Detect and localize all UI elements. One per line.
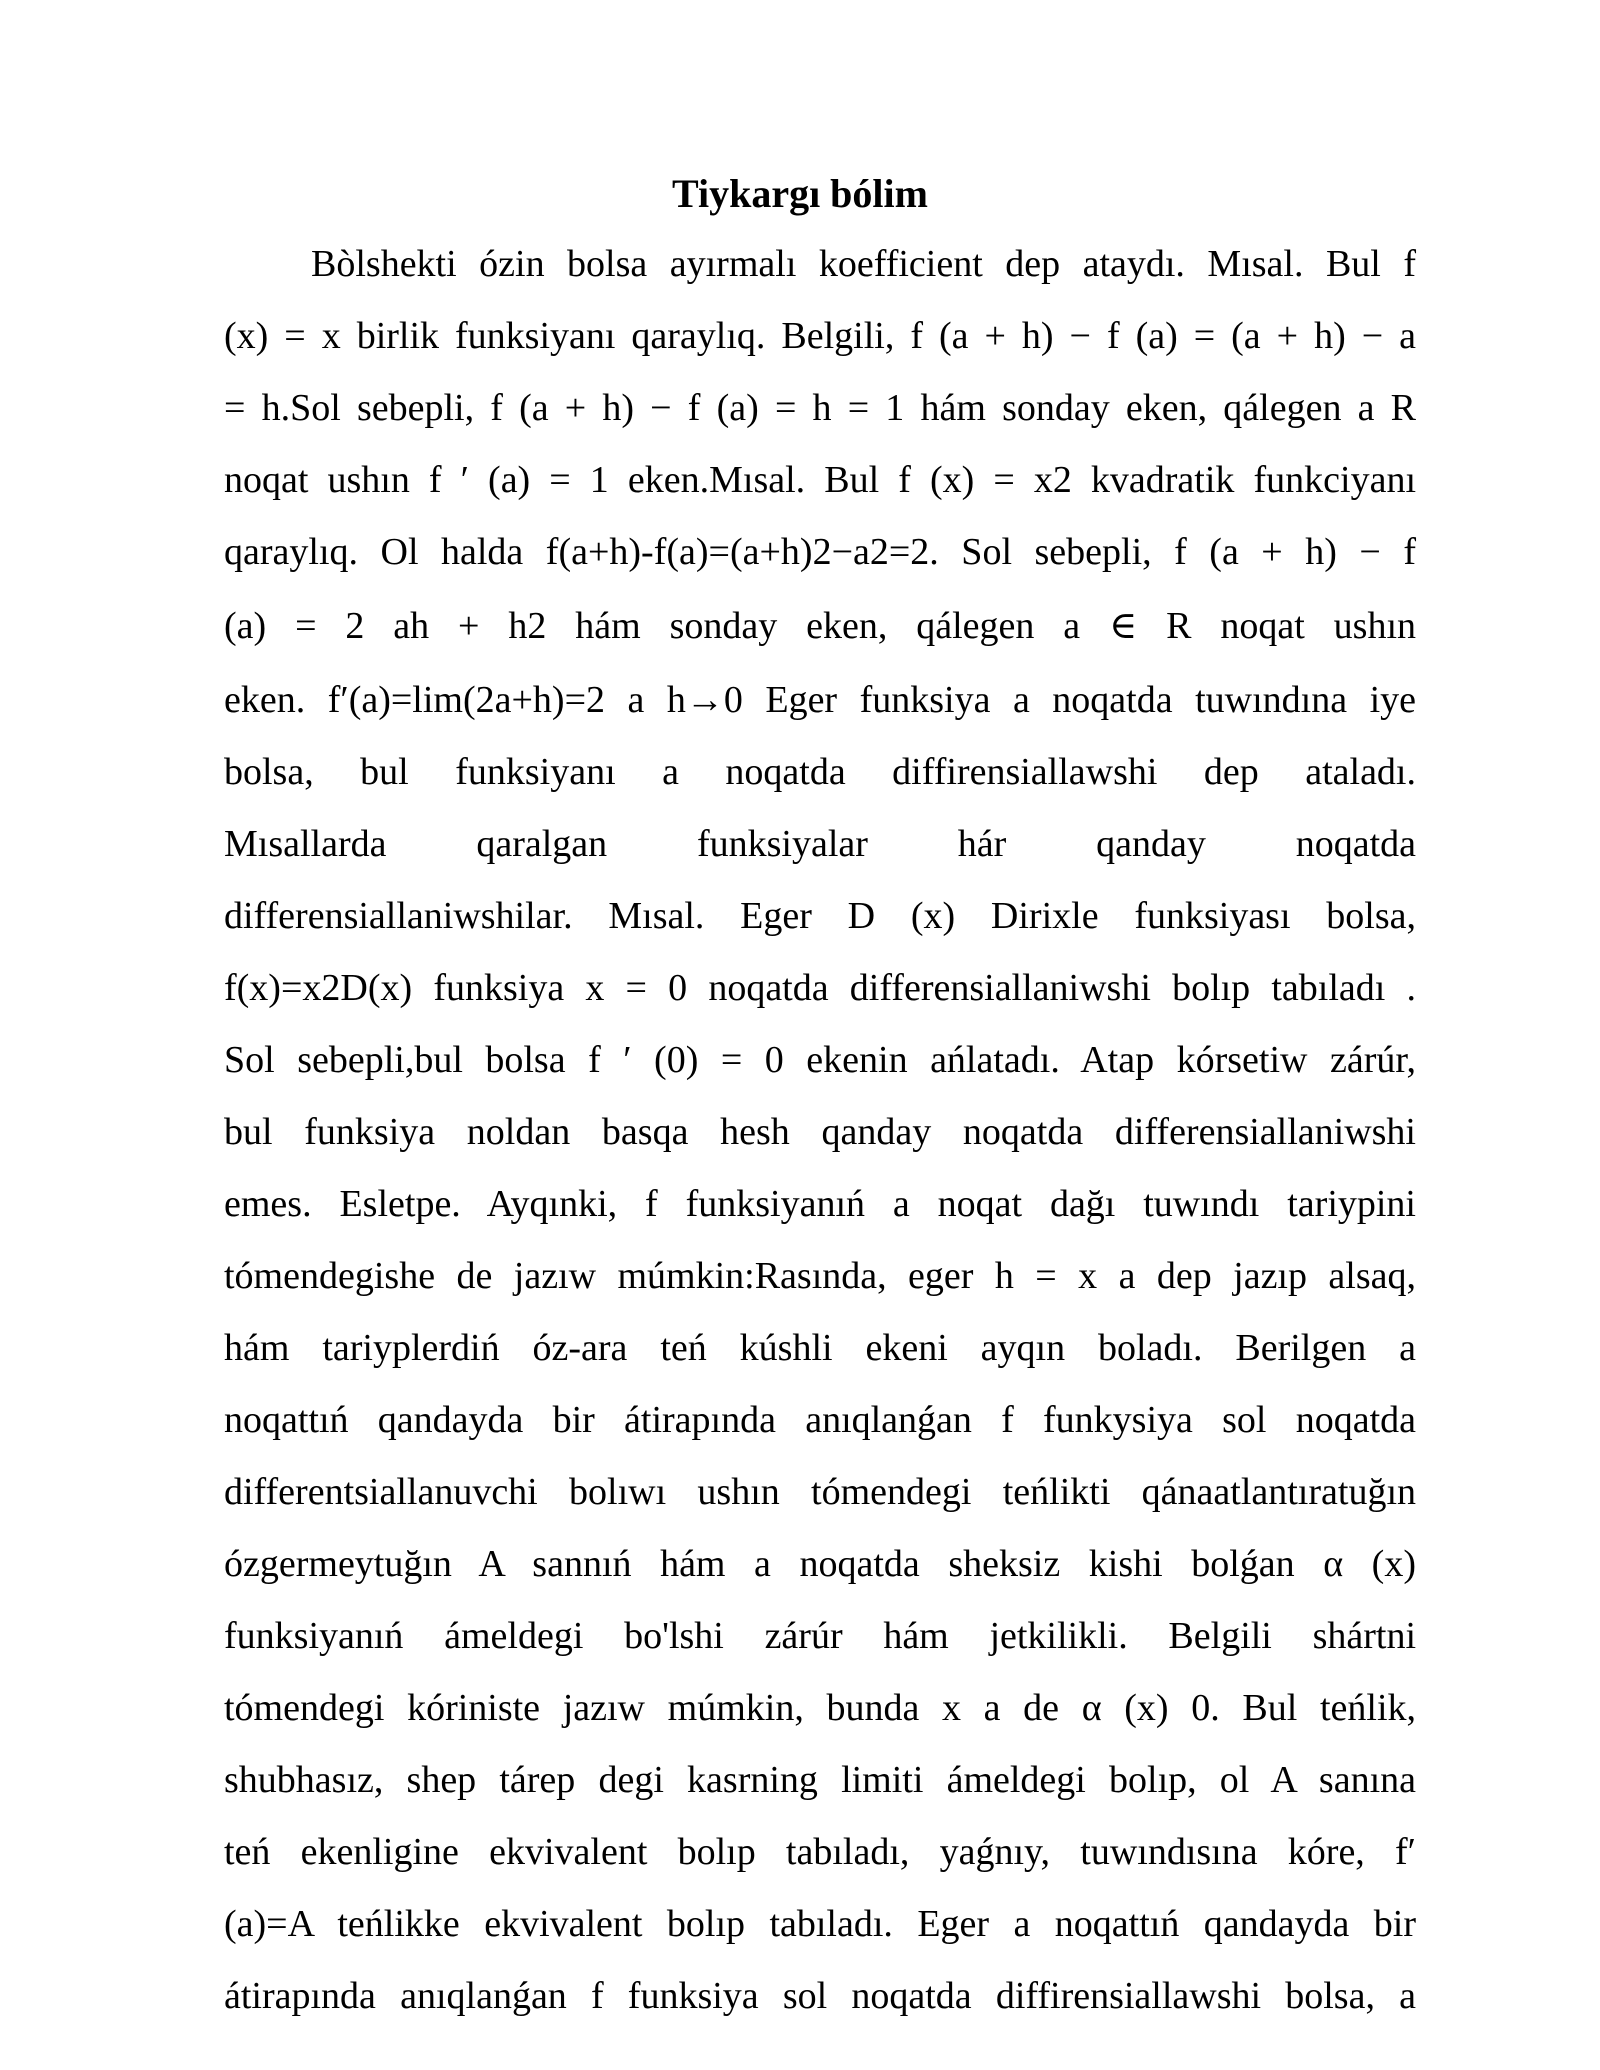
- paragraph-line: bul funksiya noldan basqa hesh qanday noqatda differensiallaniwshi: [224, 1111, 1416, 1153]
- paragraph-line: teń ekenligine ekvivalent bolıp tabıladı, yaǵnıy, tuwındısına kóre, f′: [224, 1831, 1416, 1873]
- paragraph-line: (x) = x birlik funksiyanı qaraylıq. Belgili, f (a + h) − f (a) = (a + h) − a: [224, 315, 1416, 357]
- paragraph-line: ózgermeytuğın A sannıń hám a noqatda sheksiz kishi bolǵan α (x): [224, 1543, 1416, 1585]
- paragraph-line: átirapında anıqlanǵan f funksiya sol noqatda diffirensiallawshi bolsa, a: [224, 1975, 1416, 2017]
- paragraph-line: f(x)=x2D(x) funksiya x = 0 noqatda differensiallaniwshi bolıp tabıladı .: [224, 967, 1416, 1009]
- paragraph-line: (a)=A teńlikke ekvivalent bolıp tabıladı. Eger a noqattıń qandayda bir: [224, 1903, 1416, 1945]
- paragraph-line: Sol sebepli,bul bolsa f ′ (0) = 0 ekenin ańlatadı. Atap kórsetiw zárúr,: [224, 1039, 1416, 1081]
- paragraph-line: differensiallaniwshilar. Mısal. Eger D (x) Dirixle funksiyası bolsa,: [224, 895, 1416, 937]
- paragraph-line: noqattıń qandayda bir átirapında anıqlanǵan f funkysiya sol noqatda: [224, 1399, 1416, 1441]
- paragraph-line: funksiyanıń ámeldegi bo'lshi zárúr hám jetkilikli. Belgili shártni: [224, 1615, 1416, 1657]
- section-title: Tiykargı bólim: [672, 171, 928, 216]
- paragraph-line: bolsa, bul funksiyanı a noqatda diffirensiallawshi dep ataladı.: [224, 751, 1416, 793]
- paragraph-line: (a) = 2 ah + h2 hám sonday eken, qálegen a ∈ R noqat ushın: [224, 605, 1416, 647]
- paragraph-line: hám tariyplerdiń óz-ara teń kúshli ekeni ayqın boladı. Berilgen a: [224, 1327, 1416, 1369]
- paragraph-line: eken. f′(a)=lim(2a+h)=2 a h→0 Eger funksiya a noqatda tuwındına iye: [224, 679, 1416, 721]
- paragraph-line: shubhasız, shep tárep degi kasrning limiti ámeldegi bolıp, ol A sanına: [224, 1759, 1416, 1801]
- paragraph-line: emes. Esletpe. Ayqınki, f funksiyanıń a noqat dağı tuwındı tariypini: [224, 1183, 1416, 1225]
- paragraph-line: Mısallarda qaralgan funksiyalar hár qanday noqatda: [224, 823, 1416, 865]
- paragraph-line: tómendegishe de jazıw múmkin:Rasında, eger h = x a dep jazıp alsaq,: [224, 1255, 1416, 1297]
- paragraph-line: tómendegi kóriniste jazıw múmkin, bunda x a de α (x) 0. Bul teńlik,: [224, 1687, 1416, 1729]
- paragraph-line: noqat ushın f ′ (a) = 1 eken.Mısal. Bul f (x) = x2 kvadratik funkciyanı: [224, 459, 1416, 501]
- paragraph-line: = h.Sol sebepli, f (a + h) − f (a) = h = 1 hám sonday eken, qálegen a R: [224, 387, 1416, 429]
- paragraph-line: qaraylıq. Ol halda f(a+h)-f(a)=(a+h)2−a2=2. Sol sebepli, f (a + h) − f: [224, 531, 1416, 573]
- paragraph-line: differentsiallanuvchi bolıwı ushın tómendegi teńlikti qánaatlantıratuğın: [224, 1471, 1416, 1513]
- paragraph-line: Bòlshekti ózin bolsa ayırmalı koefficient dep ataydı. Mısal. Bul f: [311, 243, 1416, 285]
